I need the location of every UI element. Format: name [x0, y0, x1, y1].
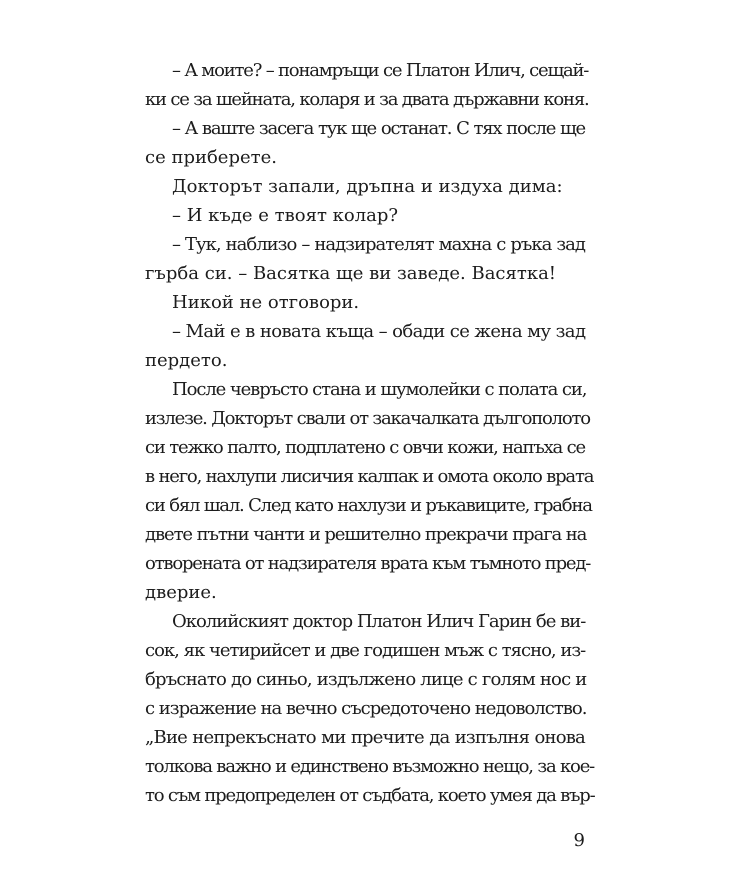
text-line: – А моите? – понамръщи се Платон Илич, сещай- — [172, 60, 589, 81]
text-line: си бял шал. След като нахлузи и ръкавиците, грабна — [145, 495, 592, 516]
text-line: отворената от надзирателя врата към тъмното пред- — [145, 553, 591, 574]
page-number: 9 — [573, 830, 585, 851]
text-line: сок, як четирийсет и две годишен мъж с тясно, из- — [145, 640, 586, 661]
text-line: в него, нахлупи лисичия калпак и омота около врата — [145, 466, 594, 487]
text-line: излезе. Докторът свали от закачалката дългополото — [145, 408, 590, 429]
text-line: – Тук, наблизо – надзирателят махна с ръка зад — [172, 234, 585, 255]
text-line: Околийският доктор Платон Илич Гарин бе ви- — [172, 611, 586, 632]
text-line: Никой не отговори. — [172, 292, 360, 313]
text-line: После чевръсто стана и шумолейки с полата си, — [172, 379, 587, 400]
text-line: толкова важно и единствено възможно нещо, за кое- — [145, 756, 595, 777]
text-line: то съм предопределен от съдбата, което умея да вър- — [145, 785, 595, 806]
text-line: ки се за шейната, коларя и за двата държавни коня. — [145, 89, 589, 110]
text-line: дверие. — [145, 582, 217, 603]
text-line: Докторът запали, дръпна и издуха дима: — [172, 176, 563, 197]
text-line: с изражение на вечно съсредоточено недоволство. — [145, 698, 587, 719]
text-line: „Вие непрекъснато ми пречите да изпълня онова — [145, 727, 585, 748]
text-line: бръснато до синьо, издължено лице с голям нос и — [145, 669, 587, 690]
text-line: си тежко палто, подплатено с овчи кожи, напъха се — [145, 437, 585, 458]
text-line: пердето. — [145, 350, 228, 371]
text-line: гърба си. – Васятка ще ви заведе. Васятка! — [145, 263, 557, 284]
text-line: двете пътни чанти и решително прекрачи прага на — [145, 524, 587, 545]
text-line: – Май е в новата къща – обади се жена му зад — [172, 321, 586, 342]
text-line: се приберете. — [145, 147, 277, 168]
text-line: – И къде е твоят колар? — [172, 205, 399, 226]
text-line: – А ваште засега тук ще останат. С тях после ще — [172, 118, 585, 139]
